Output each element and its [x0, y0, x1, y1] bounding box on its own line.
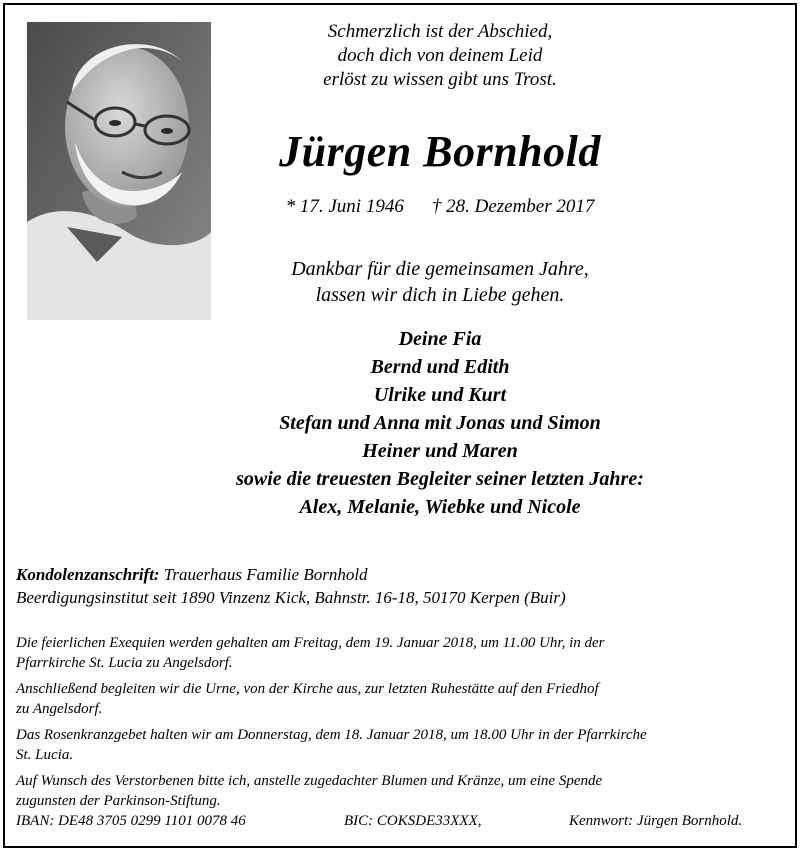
- quote-line: doch dich von deinem Leid: [337, 45, 543, 66]
- thanks-line: lassen wir dich in Liebe gehen.: [315, 284, 565, 306]
- mourner-line: sowie die treuesten Begleiter seiner letzten Jahre:: [236, 468, 644, 490]
- note-line: zugunsten der Parkinson-Stiftung.: [16, 793, 221, 809]
- note-line: zu Angelsdorf.: [16, 701, 103, 717]
- note-line: Pfarrkirche St. Lucia zu Angelsdorf.: [16, 655, 233, 671]
- thanks-line: Dankbar für die gemeinsamen Jahre,: [291, 258, 589, 280]
- note-line: St. Lucia.: [16, 747, 74, 763]
- condolence-recipient: Trauerhaus Familie Bornhold: [159, 565, 368, 584]
- mourner-line: Bernd und Edith: [370, 356, 510, 378]
- condolence-label: Kondolenzanschrift:: [16, 565, 160, 584]
- funeral-notes: [16, 633, 786, 831]
- thanks-text: [230, 256, 650, 308]
- exequien-note: [16, 633, 786, 673]
- mourner-line: Ulrike und Kurt: [373, 384, 507, 406]
- donation-note: [16, 771, 786, 811]
- mourner-line: Alex, Melanie, Wiebke und Nicole: [299, 496, 581, 518]
- farewell-quote: [240, 20, 640, 92]
- rosenkranz-note: [16, 725, 786, 765]
- deceased-name: Jürgen Bornhold: [279, 127, 601, 176]
- condolence-address: [16, 563, 786, 609]
- mourner-line: Heiner und Maren: [362, 440, 518, 462]
- bic: BIC: COKSDE33XXX,: [344, 813, 482, 829]
- death-date: † 28. Dezember 2017: [431, 196, 595, 217]
- note-line: Anschließend begleiten wir die Urne, von der Kirche aus, zur letzten Ruhestätte auf den Friedhof: [16, 681, 599, 697]
- note-line: Auf Wunsch des Verstorbenen bitte ich, anstelle zugedachter Blumen und Kränze, um eine Spende: [16, 773, 603, 789]
- condolence-line-1: [16, 563, 786, 586]
- kennwort: Kennwort: Jürgen Bornhold.: [569, 813, 743, 829]
- mourner-line: Deine Fia: [398, 328, 482, 350]
- portrait-photo-icon: [27, 22, 211, 320]
- quote-line: erlöst zu wissen gibt uns Trost.: [323, 69, 557, 90]
- iban: IBAN: DE48 3705 0299 1101 0078 46: [16, 813, 246, 829]
- note-line: Die feierlichen Exequien werden gehalten am Freitag, dem 19. Januar 2018, um 11.00 Uhr, in der: [16, 635, 605, 651]
- mourners-list: [150, 325, 730, 521]
- quote-line: Schmerzlich ist der Abschied,: [327, 21, 553, 42]
- mourner-line: Stefan und Anna mit Jonas und Simon: [279, 412, 601, 434]
- birth-date: * 17. Juni 1946: [285, 196, 404, 217]
- bank-details: [16, 811, 786, 831]
- urne-note: [16, 679, 786, 719]
- condolence-line-2: Beerdigungsinstitut seit 1890 Vinzenz Kick, Bahnstr. 16-18, 50170 Kerpen (Buir): [16, 588, 566, 607]
- note-line: Das Rosenkranzgebet halten wir am Donnerstag, dem 18. Januar 2018, um 18.00 Uhr in der Pfarrkirche: [16, 727, 647, 743]
- life-dates: [240, 194, 640, 220]
